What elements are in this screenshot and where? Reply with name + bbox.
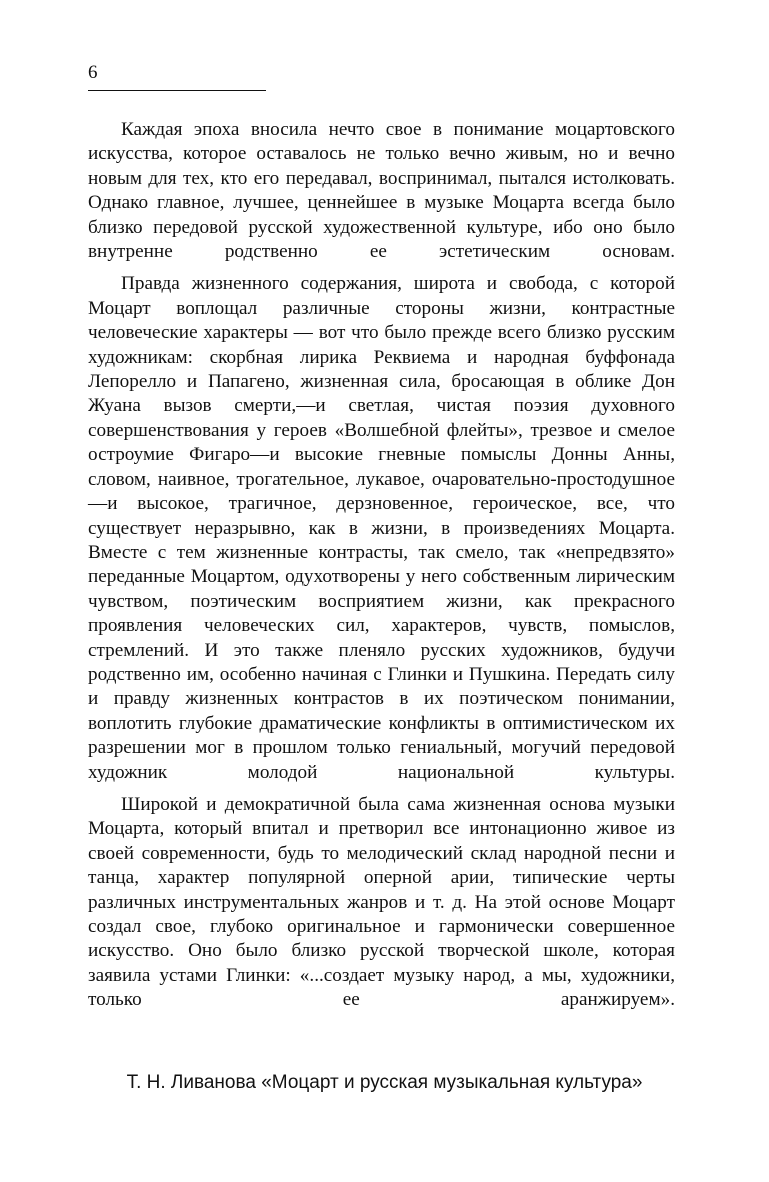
page-number: 6	[88, 62, 98, 83]
body-text	[88, 118, 675, 1021]
paragraph-2: Правда жизненного содержания, широта и свобода, с которой Моцарт воплощал различные стороны жизни, контрастные человеческие характеры — вот что было прежде всего близко русским художникам: скорбная лирика Реквиема и народная буффонада Лепорелло и Папагено, жизненная сила, бросающая в облике Дон Жуана вызов смерти,—и светлая, чистая поэзия духовного совершенствования у героев «Волшебной флейты», трезвое и смелое остроумие Фигаро—и высокие гневные помыслы Донны Анны, словом, наивное, трогательное, лукавое, очаровательно-простодушное—и высокое, трагичное, дерзновенное, героическое, все, что существует неразрывно, как в жизни, в произведениях Моцарта. Вместе с тем жизненные контрасты, так смело, так «непредвзято» переданные Моцартом, одухотворены у него собственным лирическим чувством, поэтическим восприятием жизни, как прекрасного проявления человеческих сил, характеров, чувств, помыслов, стремлений. И это также пленяло русских художников, будучи родственно им, особенно начиная с Глинки и Пушкина. Передать силу и правду жизненных контрастов в их поэтическом понимании, воплотить глубокие драматические конфликты в оптимистическом их разрешении мог в прошлом только гениальный, могучий передовой художник молодой национальной культуры.	[88, 273, 675, 783]
paragraph-3: Широкой и демократичной была сама жизненная основа музыки Моцарта, который впитал и претворил все интонационно живое из своей современности, будь то мелодический склад народной песни и танца, характер популярной оперной арии, типические черты различных инструментальных жанров и т. д. На этой основе Моцарт создал свое, глубоко оригинальное и гармонически совершенное искусство. Оно было близко русской творческой школе, которая заявила устами Глинки: «...создает музыку народ, а мы, художники, только ее аранжируем».	[88, 793, 675, 1011]
header-rule	[88, 90, 266, 91]
source-caption: Т. Н. Ливанова «Моцарт и русская музыкальная культура»	[126, 1072, 643, 1093]
paragraph-1: Каждая эпоха вносила нечто свое в понимание моцартовского искусства, которое оставалось не только вечно живым, но и вечно новым для тех, кто его передавал, воспринимал, пытался истолковать. Однако главное, лучшее, ценнейшее в музыке Моцарта всегда было близко передовой русской художественной культуре, ибо оно было внутренне родственно ее эстетическим основам.	[88, 119, 675, 263]
